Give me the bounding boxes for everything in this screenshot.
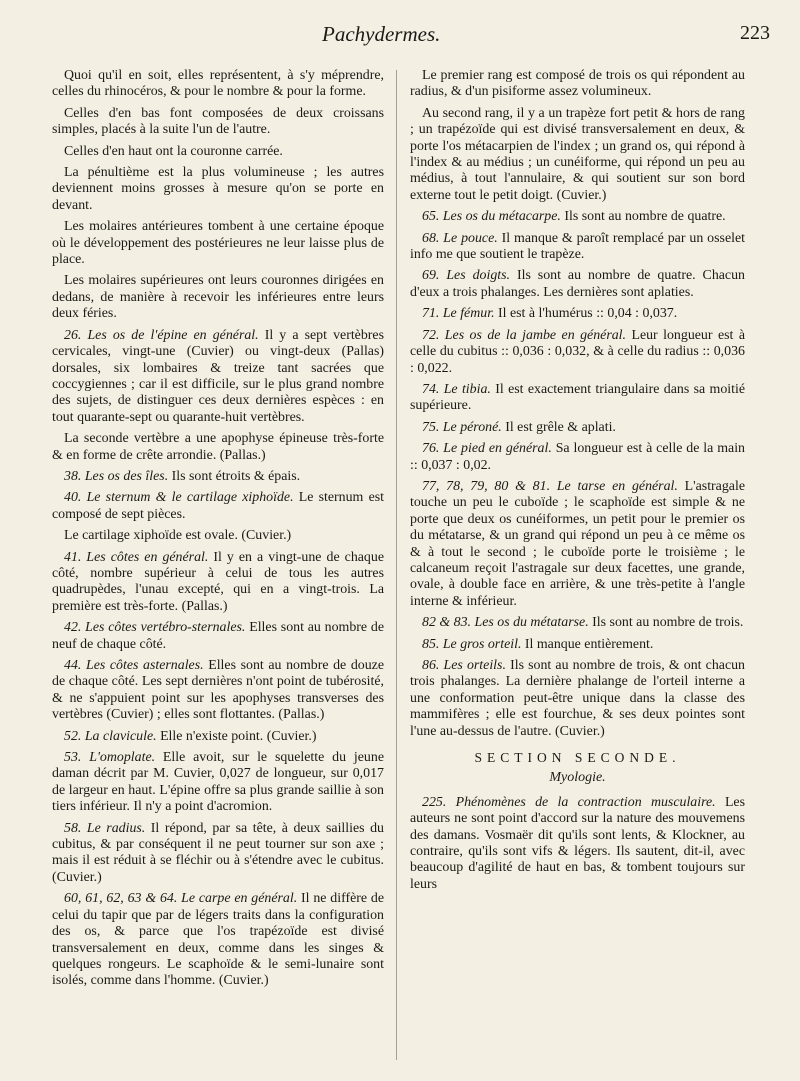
paragraph [410,268,745,301]
paragraph [52,620,384,653]
paragraph-text: Il manque entièrement. [521,636,654,652]
paragraph [410,106,745,204]
paragraph-text: Il est à l'humérus :: 0,04 : 0,037. [494,306,678,322]
paragraph-text: Le sternum est composé de sept pièces. [52,490,384,522]
paragraph [410,68,745,101]
paragraph [410,441,745,474]
paragraph-text: Les molaires antérieures tombent à une certaine époque où le développement des postérieures ne leur laisse plus de place. [52,219,384,268]
paragraph-heading: 76. Le pied en général. [422,441,552,457]
right-column [410,68,745,898]
paragraph-text: Les molaires supérieures ont leurs couronnes dirigées en dedans, de manière à recevoir les inférieures entre leurs deux féries. [52,273,384,322]
paragraph-text: Il y a sept vertèbres cervicales, vingt-une (Cuvier) ou vingt-deux (Pallas) dorsales, six lombaires & treize tant sacrées que coccygiennes ; car il est difficile, sur le plus grand nombre des sujets, de distinguer ces deux dernières espèces : en tout quarante-sept ou quarante-huit vertèbres. [52,327,384,425]
paragraph-heading: 72. Les os de la jambe en général. [422,327,627,343]
page-number: 223 [740,22,770,44]
paragraph [52,550,384,616]
paragraph-heading: 58. Le radius. [64,820,146,836]
paragraph [410,209,745,225]
paragraph-heading: 74. Le tibia. [422,381,491,397]
paragraph-text: Ils sont au nombre de quatre. Chacun d'eux a trois phalanges. Les dernières sont aplaties. [410,268,745,300]
paragraph-heading: 69. Les doigts. [422,268,510,284]
paragraph [52,144,384,160]
paragraph-text: Les auteurs ne sont point d'accord sur la nature des mouvemens des damans. Vosmaër dit qu'ils sont lents, & Klockner, au contraire, qu'ils sont vifs & légers. Ils sautent, dit-il, avec beaucoup d'agilité de haut en bas, & tombent toujours sur leurs [410,794,745,892]
paragraph [52,328,384,426]
section-heading: SECTION SECONDE. [474,750,681,766]
left-column [52,68,384,995]
paragraph [52,891,384,989]
paragraph-text: Au second rang, il y a un trapèze fort petit & hors de rang ; un trapézoïde qui est divisé transversalement en deux, & porte l'os métacarpien de l'index ; un grand os, qui répond à l'index & au médius ; un cunéiforme, qui répond un peu au médius, à tout l'annulaire, & qui soutient sur son bord externe tout le petit doigt. (Cuvier.) [410,105,745,203]
paragraph [52,431,384,464]
paragraph [410,615,745,631]
paragraph [410,306,745,322]
paragraph-text: Elle avoit, sur le squelette du jeune daman décrit par M. Cuvier, 0,027 de longueur, sur 0,017 de largeur en haut. L'épine offre sa plus grande saillie à son tiers inférieur. Il n'y a point d'acromion. [52,750,384,815]
paragraph-heading: 75. Le péroné. [422,419,502,435]
paragraph-text: Le premier rang est composé de trois os qui répondent au radius, & d'un pisiforme assez volumineux. [410,68,745,100]
paragraph [410,637,745,653]
paragraph-heading: 68. Le pouce. [422,230,498,246]
paragraph-text: Il est grêle & aplati. [501,419,616,435]
paragraph-text: Leur longueur est à celle du cubitus :: 0,036 : 0,032, & à celle du radius :: 0,036 : 0,022. [410,327,745,376]
paragraph [410,479,745,610]
paragraph-text: Elles sont au nombre de neuf de chaque côté. [52,620,384,652]
paragraph [52,821,384,887]
paragraph-text: Ils sont étroits & épais. [168,468,301,484]
paragraph [52,528,384,544]
paragraph-text: Elles sont au nombre de douze de chaque côté. Les sept dernières n'ont point de tubérosité, & ne s'appuient point sur les apophyses transverses des vertèbres (Cuvier) ; elles sont flottantes. (Pallas.) [52,658,384,723]
paragraph-heading: 42. Les côtes vertébro-sternales. [64,620,246,636]
paragraph [52,106,384,139]
paragraph-text: Il y en a vingt-une de chaque côté, nombre supérieur à celui de tous les autres quadrupèdes, l'unau excepté, qui en a vingt-trois. La première est très-forte. (Pallas.) [52,549,384,614]
paragraph-text: La pénultième est la plus volumineuse ; les autres deviennent moins grosses à mesure qu'on se porte en devant. [52,165,384,213]
paragraph-heading: 82 & 83. Les os du métatarse. [422,615,589,631]
paragraph [52,273,384,322]
paragraph-text: Elle n'existe point. (Cuvier.) [156,728,317,744]
paragraph [52,219,384,268]
paragraph [52,68,384,101]
paragraph-text: Il est exactement triangulaire dans sa moitié supérieure. [410,381,746,414]
paragraph-text: Sa longueur est à celle de la main :: 0,037 : 0,02. [410,441,745,473]
paragraph-heading: 44. Les côtes asternales. [64,658,204,673]
paragraph-text: L'astragale touche un peu le cuboïde ; le scaphoïde est simple & ne porte que deux os cunéiformes, un petit pour le premier os du métatarse, & un grand qui répond un peu à ce même os & à tout le second ; le cuboïde porte le troisième ; le calcaneum reçoit l'astragale sur deux facettes, une grande, ovale, à double face en arrière, & une très-petite à l'angle interne & inférieur. [410,478,745,609]
paragraph-text: Ils sont au nombre de trois, & ont chacun trois phalanges. La dernière phalange de l'orteil interne a une conformation peut-être unique dans la classe des mammifères ; elle est fourchue, & ses deux pointes sont l'une au-dessus de l'autre. (Cuvier.) [410,658,746,739]
paragraph-heading: 225. Phénomènes de la contraction musculaire. [422,794,716,810]
paragraph-text: Il répond, par sa tête, à deux saillies du cubitus, & par conséquent il ne peut tourner sur son axe ; mais il est réduit à se fléchir ou à s'étendre avec le cubitus. (Cuvier.) [52,820,384,885]
paragraph-heading: 41. Les côtes en général. [64,549,209,565]
paragraph-text: Quoi qu'il en soit, elles représentent, à s'y méprendre, celles du rhinocéros, & pour le nombre & pour la forme. [52,68,384,100]
paragraph [52,729,384,745]
page-header [52,22,770,54]
paragraph-heading: 26. Les os de l'épine en général. [64,327,259,343]
paragraph [52,658,384,724]
paragraph-text: Il ne diffère de celui du tapir que par de légers traits dans la configuration des os, & parce que l'os trapézoïde est divisé transversalement en deux, comme dans les singes & quelques rongeurs. Le scaphoïde & le semi-lunaire sont isolés, comme dans l'homme. (Cuvier.) [52,891,385,989]
paragraph-heading: 52. La clavicule. [64,728,157,744]
running-title: Pachydermes. [322,22,441,46]
section-subheading: Myologie. [549,770,606,786]
paragraph-heading: 71. Le fémur. [422,306,495,322]
paragraph-heading: 40. Le sternum & le cartilage xiphoïde. [64,490,294,506]
paragraph-text: La seconde vertèbre a une apophyse épineuse très-forte & en forme de crête arrondie. (Pallas.) [52,431,384,463]
paragraph [52,490,384,523]
paragraph-text: Le cartilage xiphoïde est ovale. (Cuvier.) [64,528,292,544]
paragraph-text: Ils sont au nombre de trois. [588,615,744,631]
paragraph-text: Celles d'en haut ont la couronne carrée. [64,143,283,159]
section-paragraphs [410,795,745,893]
paragraph-heading: 65. Les os du métacarpe. [422,209,561,225]
paragraph [52,750,384,816]
paragraph [410,231,745,264]
paragraph [52,469,384,485]
column-divider [396,70,397,1060]
paragraph-heading: 85. Le gros orteil. [422,636,522,652]
paragraph-text: Il manque & paroît remplacé par un osselet info me que soutient le trapèze. [410,230,745,263]
paragraph-heading: 86. Les orteils. [422,658,506,673]
paragraph-text: Ils sont au nombre de quatre. [560,209,726,225]
paragraph [410,328,745,377]
paragraph-heading: 53. L'omoplate. [64,750,156,766]
paragraph [410,795,745,893]
paragraph [410,420,745,436]
paragraph [410,658,745,740]
paragraph-heading: 60, 61, 62, 63 & 64. Le carpe en général. [64,891,298,907]
paragraph-heading: 77, 78, 79, 80 & 81. Le tarse en général. [422,478,678,494]
paragraph [410,382,745,415]
paragraph [52,165,384,214]
paragraph-heading: 38. Les os des îles. [64,468,169,484]
right-paragraphs [410,68,745,740]
paragraph-text: Celles d'en bas font composées de deux croissans simples, placés à la suite l'un de l'autre. [52,105,384,138]
